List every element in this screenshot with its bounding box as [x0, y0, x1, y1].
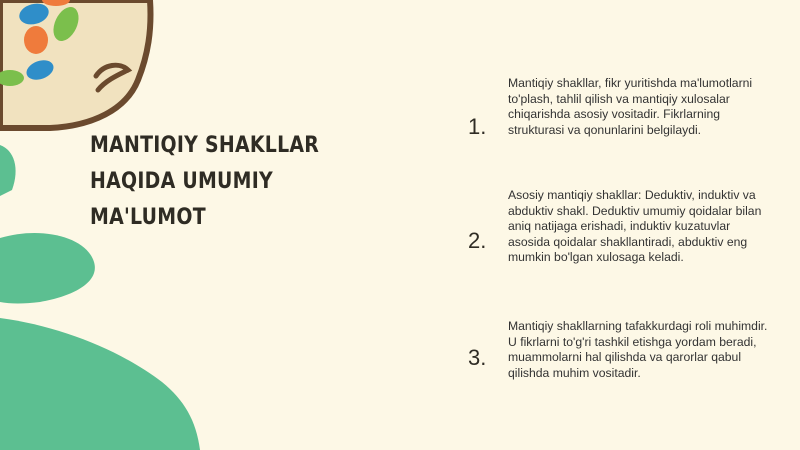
item-number: 2. [468, 228, 487, 253]
item-number: 1. [468, 114, 487, 139]
slide-title: MANTIQIY SHAKLLAR HAQIDA UMUMIY MA'LUMOT [90, 133, 320, 230]
item-text: Mantiqiy shakllarning tafakkurdagi roli muhimdir. U fikrlarni to'g'ri tashkil etishga yordam beradi, muammolarni hal qilishda va qarorlar qabul qilishda muhim vositadir. [508, 319, 768, 380]
leaf-middle [0, 233, 95, 304]
item-text: Mantiqiy shakllar, fikr yuritishda ma'lumotlarni to'plash, tahlil qilish va mantiqiy xulosalar chiqarishda asosiy vositadir. Fikrlarning strukturasi va qonunlarini belgilaydi. [508, 76, 753, 137]
item-text: Asosiy mantiqiy shakllar: Deduktiv, induktiv va abduktiv shakl. Deduktiv umumiy qoidalar bilan aniq natijaga erishadi, induktiv kuzatuvlar asosida qoidalar shakllantiradi, abduktiv eng mumkin bo'lgan xulosaga keladi. [508, 188, 762, 265]
item-number: 3. [468, 345, 487, 370]
leaf-lower [0, 318, 200, 450]
leaf-upper [0, 145, 16, 196]
